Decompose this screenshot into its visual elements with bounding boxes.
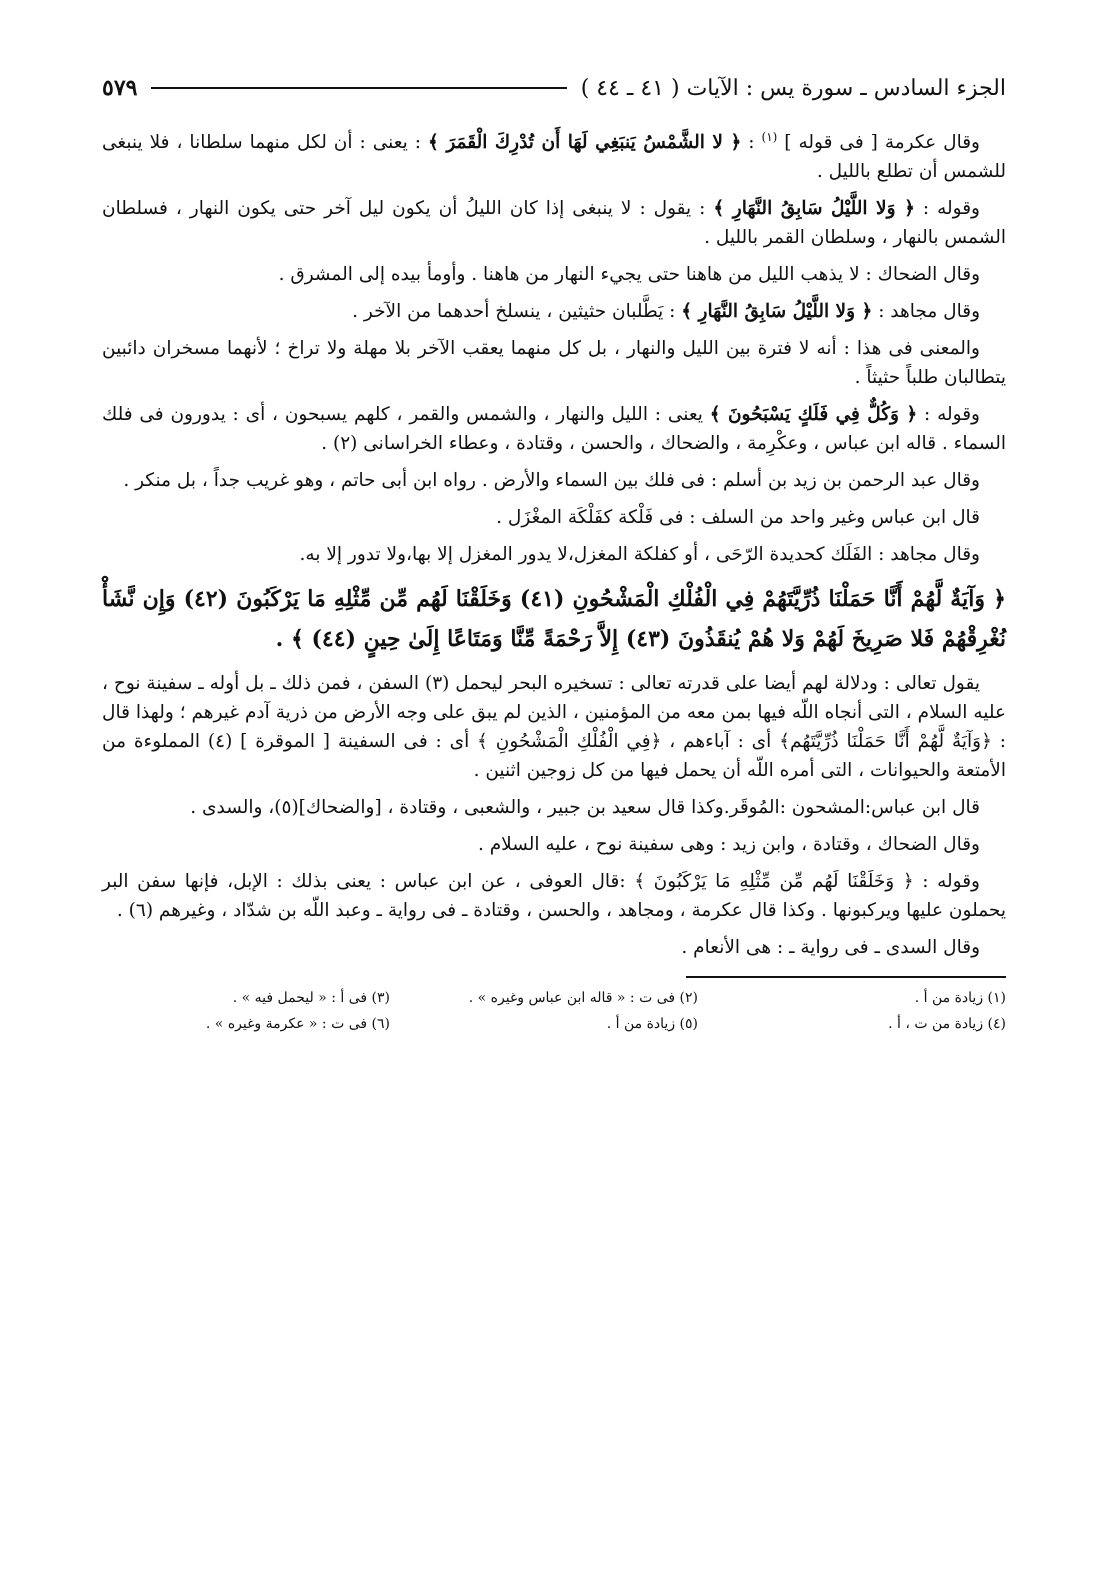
paragraph: قال ابن عباس وغير واحد من السلف : فى فَلْكة كفَلْكَة المغْزَل . — [496, 507, 980, 528]
header-rule — [151, 87, 566, 89]
paragraph: وقال السدى ـ فى رواية ـ : هى الأنعام . — [681, 937, 980, 958]
footnote-ref: (١) — [761, 129, 778, 144]
footnote-rule — [686, 976, 1006, 978]
quran-verse-block: ﴿ وَآيَةٌ لَّهُمْ أَنَّا حَمَلْنَا ذُرِّيَّتَهُمْ فِي الْفُلْكِ الْمَشْحُونِ (٤١) وَخَلَقْنَا لَهُم مِّن مِّثْلِهِ مَا يَرْكَبُونَ (٤٢) وَإِن نَّشَأْ نُغْرِقْهُمْ فَلا صَرِيخَ لَهُمْ وَلا هُمْ يُنقَذُونَ (٤٣) إِلاَّ رَحْمَةً مِّنَّا وَمَتَاعًا إِلَىٰ حِينٍ (٤٤) ﴾ . — [102, 586, 1006, 652]
paragraph: وقال مجاهد : الفَلَك كحديدة الرّحَى ، أو كفلكة المغزل،لا يدور المغزل إلا بها،ولا تدور إلا به. — [299, 544, 980, 565]
paragraph: وقوله : ﴿ وَلا اللَّيْلُ سَابِقُ النَّهَارِ ﴾ : يقول : لا ينبغى إذا كان الليلُ أن يكون ليل آخر حتى يكون النهار ، فسلطان الشمس بالنهار ، وسلطان القمر بالليل . — [102, 198, 1006, 248]
main-text — [102, 128, 1006, 962]
paragraph: وقال الضحاك ، وقتادة ، وابن زيد : وهى سفينة نوح ، عليه السلام . — [477, 834, 980, 855]
paragraph: وقوله : ﴿ وَخَلَقْنَا لَهُم مِّن مِّثْلِهِ مَا يَرْكَبُونَ ﴾ :قال العوفى ، عن ابن عباس : يعنى بذلك : الإبل، فإنها سفن البر يحملون عليها ويركبونها . وكذا قال عكرمة ، ومجاهد ، والحسن ، وقتادة ـ فى رواية ـ وعبد اللّه بن شدّاد ، وغيرهم (٦) . — [102, 871, 1006, 921]
paragraph: والمعنى فى هذا : أنه لا فترة بين الليل والنهار ، بل كل منهما يعقب الآخر بلا مهلة ولا تراخ ؛ لأنهما مسخران دائبين يتطالبان طلباً حثيثاً . — [102, 338, 1006, 388]
running-header — [102, 70, 1006, 106]
page-number: ٥٧٩ — [102, 75, 138, 101]
paragraph: يقول تعالى : ودلالة لهم أيضا على قدرته تعالى : تسخيره البحر ليحمل (٣) السفن ، فمن ذلك ـ بل أوله ـ سفينة نوح ، عليه السلام ، التى أنجاه اللّه فيها بمن معه من المؤمنين ، الذين لم يبق على وجه الأرض من ذرية آدم غيرهم ؛ ولهذا قال : ﴿وَآيَةٌ لَّهُمْ أَنَّا حَمَلْنَا ذُرِّيَّتَهُم﴾ أى : آباءهم ، ﴿فِي الْفُلْكِ الْمَشْحُونِ ﴾ أى : فى السفينة [ الموقرة ] (٤) المملوءة من الأمتعة والحيوانات ، التى أمره اللّه أن يحمل فيها من كل زوجين اثنين . — [102, 673, 1006, 781]
footnotes — [102, 988, 1006, 1034]
quran-quote: ﴿ لا الشَّمْسُ يَنبَغِي لَهَا أَن تُدْرِكَ الْقَمَرَ ﴾ — [427, 132, 742, 153]
footnote: (٥) زيادة من أ . — [606, 1016, 698, 1032]
paragraph: وقال عبد الرحمن بن زيد بن أسلم : فى فلك بين السماء والأرض . رواه ابن أبى حاتم ، وهو غريب جداً ، بل منكر . — [123, 470, 980, 491]
quran-quote: ﴿ وَكُلٌّ فِي فَلَكٍ يَسْبَحُونَ ﴾ — [709, 404, 918, 425]
footnote: (٦) فى ت : « عكرمة وغيره » . — [205, 1016, 390, 1032]
paragraph: قال ابن عباس:المشحون :المُوقَر.وكذا قال سعيد بن جبير ، والشعبى ، وقتادة ، [والضحاك](٥)، والسدى . — [190, 797, 980, 818]
paragraph: وقوله : ﴿ وَكُلٌّ فِي فَلَكٍ يَسْبَحُونَ ﴾ يعنى : الليل والنهار ، والشمس والقمر ، كلهم يسبحون ، أى : يدورون فى فلك السماء . قاله ابن عباس ، وعكْرِمة ، والضحاك ، والحسن ، وقتادة ، وعطاء الخراسانى (٢) . — [102, 404, 1006, 454]
footnote: (١) زيادة من أ . — [914, 990, 1006, 1006]
paragraph: وقال الضحاك : لا يذهب الليل من هاهنا حتى يجيء النهار من هاهنا . وأومأ بيده إلى المشرق . — [278, 264, 980, 285]
footnote: (٣) فى أ : « ليحمل فيه » . — [232, 990, 390, 1006]
quran-quote: ﴿ وَلا اللَّيْلُ سَابِقُ النَّهَارِ ﴾ — [713, 198, 915, 219]
quran-quote: ﴿ وَلا اللَّيْلُ سَابِقُ النَّهَارِ ﴾ — [681, 301, 873, 322]
paragraph: وقال عكرمة [ فى قوله ] $^{(١)}$ : ﴿ لا الشَّمْسُ يَنبَغِي لَهَا أَن تُدْرِكَ الْقَمَرَ ﴾ : يعنى : أن لكل منهما سلطانا ، فلا ينبغى للشمس أن تطلع بالليل . — [102, 129, 1006, 182]
paragraph: وقال مجاهد : ﴿ وَلا اللَّيْلُ سَابِقُ النَّهَارِ ﴾ : يَطَّلبان حثيثين ، ينسلخ أحدهما من الآخر . — [352, 301, 980, 322]
running-title: الجزء السادس ـ سورة يس : الآيات ( ٤١ ـ ٤٤ ) — [580, 75, 1006, 101]
footnote: (٤) زيادة من ت ، أ . — [888, 1016, 1006, 1032]
footnote: (٢) فى ت : « قاله ابن عباس وغيره » . — [468, 990, 698, 1006]
